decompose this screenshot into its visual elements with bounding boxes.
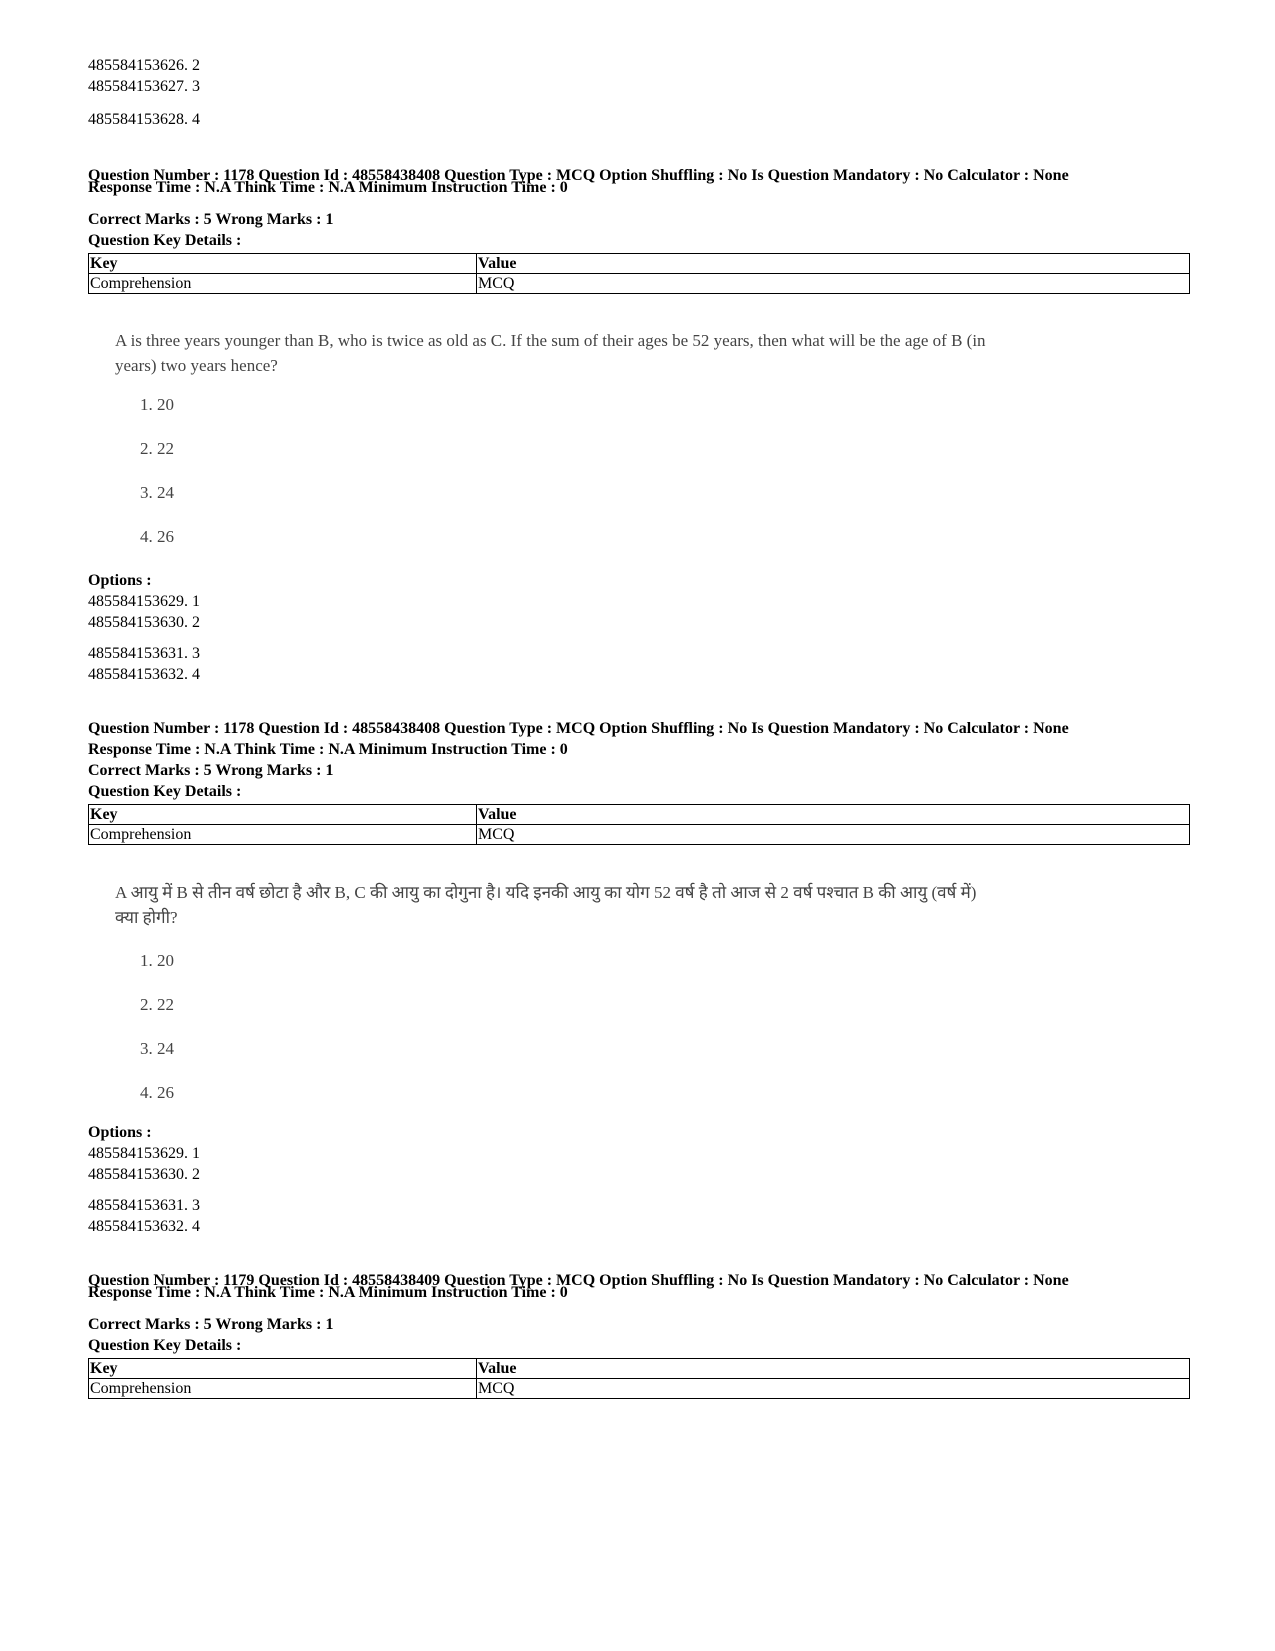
key-header: Key bbox=[89, 805, 477, 825]
question-header: Question Number : 1178 Question Id : 48558438408 Question Type : MCQ Option Shuffling : No Is Question Mandatory : No Calculator : None bbox=[88, 720, 1069, 737]
option-line: 485584153632. 4 bbox=[88, 1218, 200, 1235]
option-line: 485584153630. 2 bbox=[88, 1166, 200, 1183]
key-cell: Comprehension bbox=[89, 1379, 477, 1399]
option-line: 485584153626. 2 bbox=[88, 57, 200, 74]
choice: 2. 22 bbox=[140, 439, 174, 458]
value-cell: MCQ bbox=[477, 274, 1190, 294]
option-line: 485584153631. 3 bbox=[88, 645, 200, 662]
choice: 1. 20 bbox=[140, 951, 174, 970]
marks: Correct Marks : 5 Wrong Marks : 1 bbox=[88, 1316, 334, 1333]
response-time: Response Time : N.A Think Time : N.A Minimum Instruction Time : 0 bbox=[88, 741, 568, 758]
key-header: Key bbox=[89, 1359, 477, 1379]
value-header: Value bbox=[477, 805, 1190, 825]
option-line: 485584153629. 1 bbox=[88, 1145, 200, 1162]
choice: 3. 24 bbox=[140, 483, 174, 502]
options-label: Options : bbox=[88, 572, 152, 589]
option-line: 485584153631. 3 bbox=[88, 1197, 200, 1214]
option-line: 485584153627. 3 bbox=[88, 78, 200, 95]
key-details-label: Question Key Details : bbox=[88, 1337, 242, 1354]
key-details-table bbox=[88, 804, 1190, 845]
key-details-label: Question Key Details : bbox=[88, 232, 242, 249]
choice: 2. 22 bbox=[140, 995, 174, 1014]
key-details-table bbox=[88, 253, 1190, 294]
marks: Correct Marks : 5 Wrong Marks : 1 bbox=[88, 211, 334, 228]
value-cell: MCQ bbox=[477, 825, 1190, 845]
key-cell: Comprehension bbox=[89, 274, 477, 294]
option-line: 485584153629. 1 bbox=[88, 593, 200, 610]
response-time: Response Time : N.A Think Time : N.A Minimum Instruction Time : 0 bbox=[88, 179, 568, 196]
question-image bbox=[115, 880, 995, 1102]
question-text: A आयु में B से तीन वर्ष छोटा है और B, C की आयु का दोगुना है। यदि इनकी आयु का योग 52 वर्ष है तो आज से 2 वर्ष पश्चात B की आयु (वर्ष में) क्या होगी? bbox=[115, 883, 977, 927]
option-line: 485584153630. 2 bbox=[88, 614, 200, 631]
key-details-label: Question Key Details : bbox=[88, 783, 242, 800]
key-header: Key bbox=[89, 254, 477, 274]
choice: 4. 26 bbox=[140, 527, 174, 546]
value-header: Value bbox=[477, 1359, 1190, 1379]
option-line: 485584153628. 4 bbox=[88, 111, 200, 128]
options-label: Options : bbox=[88, 1124, 152, 1141]
response-time: Response Time : N.A Think Time : N.A Minimum Instruction Time : 0 bbox=[88, 1284, 568, 1301]
marks: Correct Marks : 5 Wrong Marks : 1 bbox=[88, 762, 334, 779]
choice: 4. 26 bbox=[140, 1083, 174, 1102]
choice: 1. 20 bbox=[140, 395, 174, 414]
question-image bbox=[115, 328, 995, 546]
key-cell: Comprehension bbox=[89, 825, 477, 845]
option-line: 485584153632. 4 bbox=[88, 666, 200, 683]
key-details-table bbox=[88, 1358, 1190, 1399]
choice: 3. 24 bbox=[140, 1039, 174, 1058]
value-cell: MCQ bbox=[477, 1379, 1190, 1399]
value-header: Value bbox=[477, 254, 1190, 274]
question-header: Question Number : 1178 Question Id : 48558438408 Question Type : MCQ Option Shuffling : No Is Question Mandatory : No Calculator : None bbox=[88, 167, 1069, 184]
question-header: Question Number : 1179 Question Id : 48558438409 Question Type : MCQ Option Shuffling : No Is Question Mandatory : No Calculator : None bbox=[88, 1272, 1069, 1289]
question-text: A is three years younger than B, who is twice as old as C. If the sum of their ages be 52 years, then what will be the age of B (in years) two years hence? bbox=[115, 331, 986, 375]
